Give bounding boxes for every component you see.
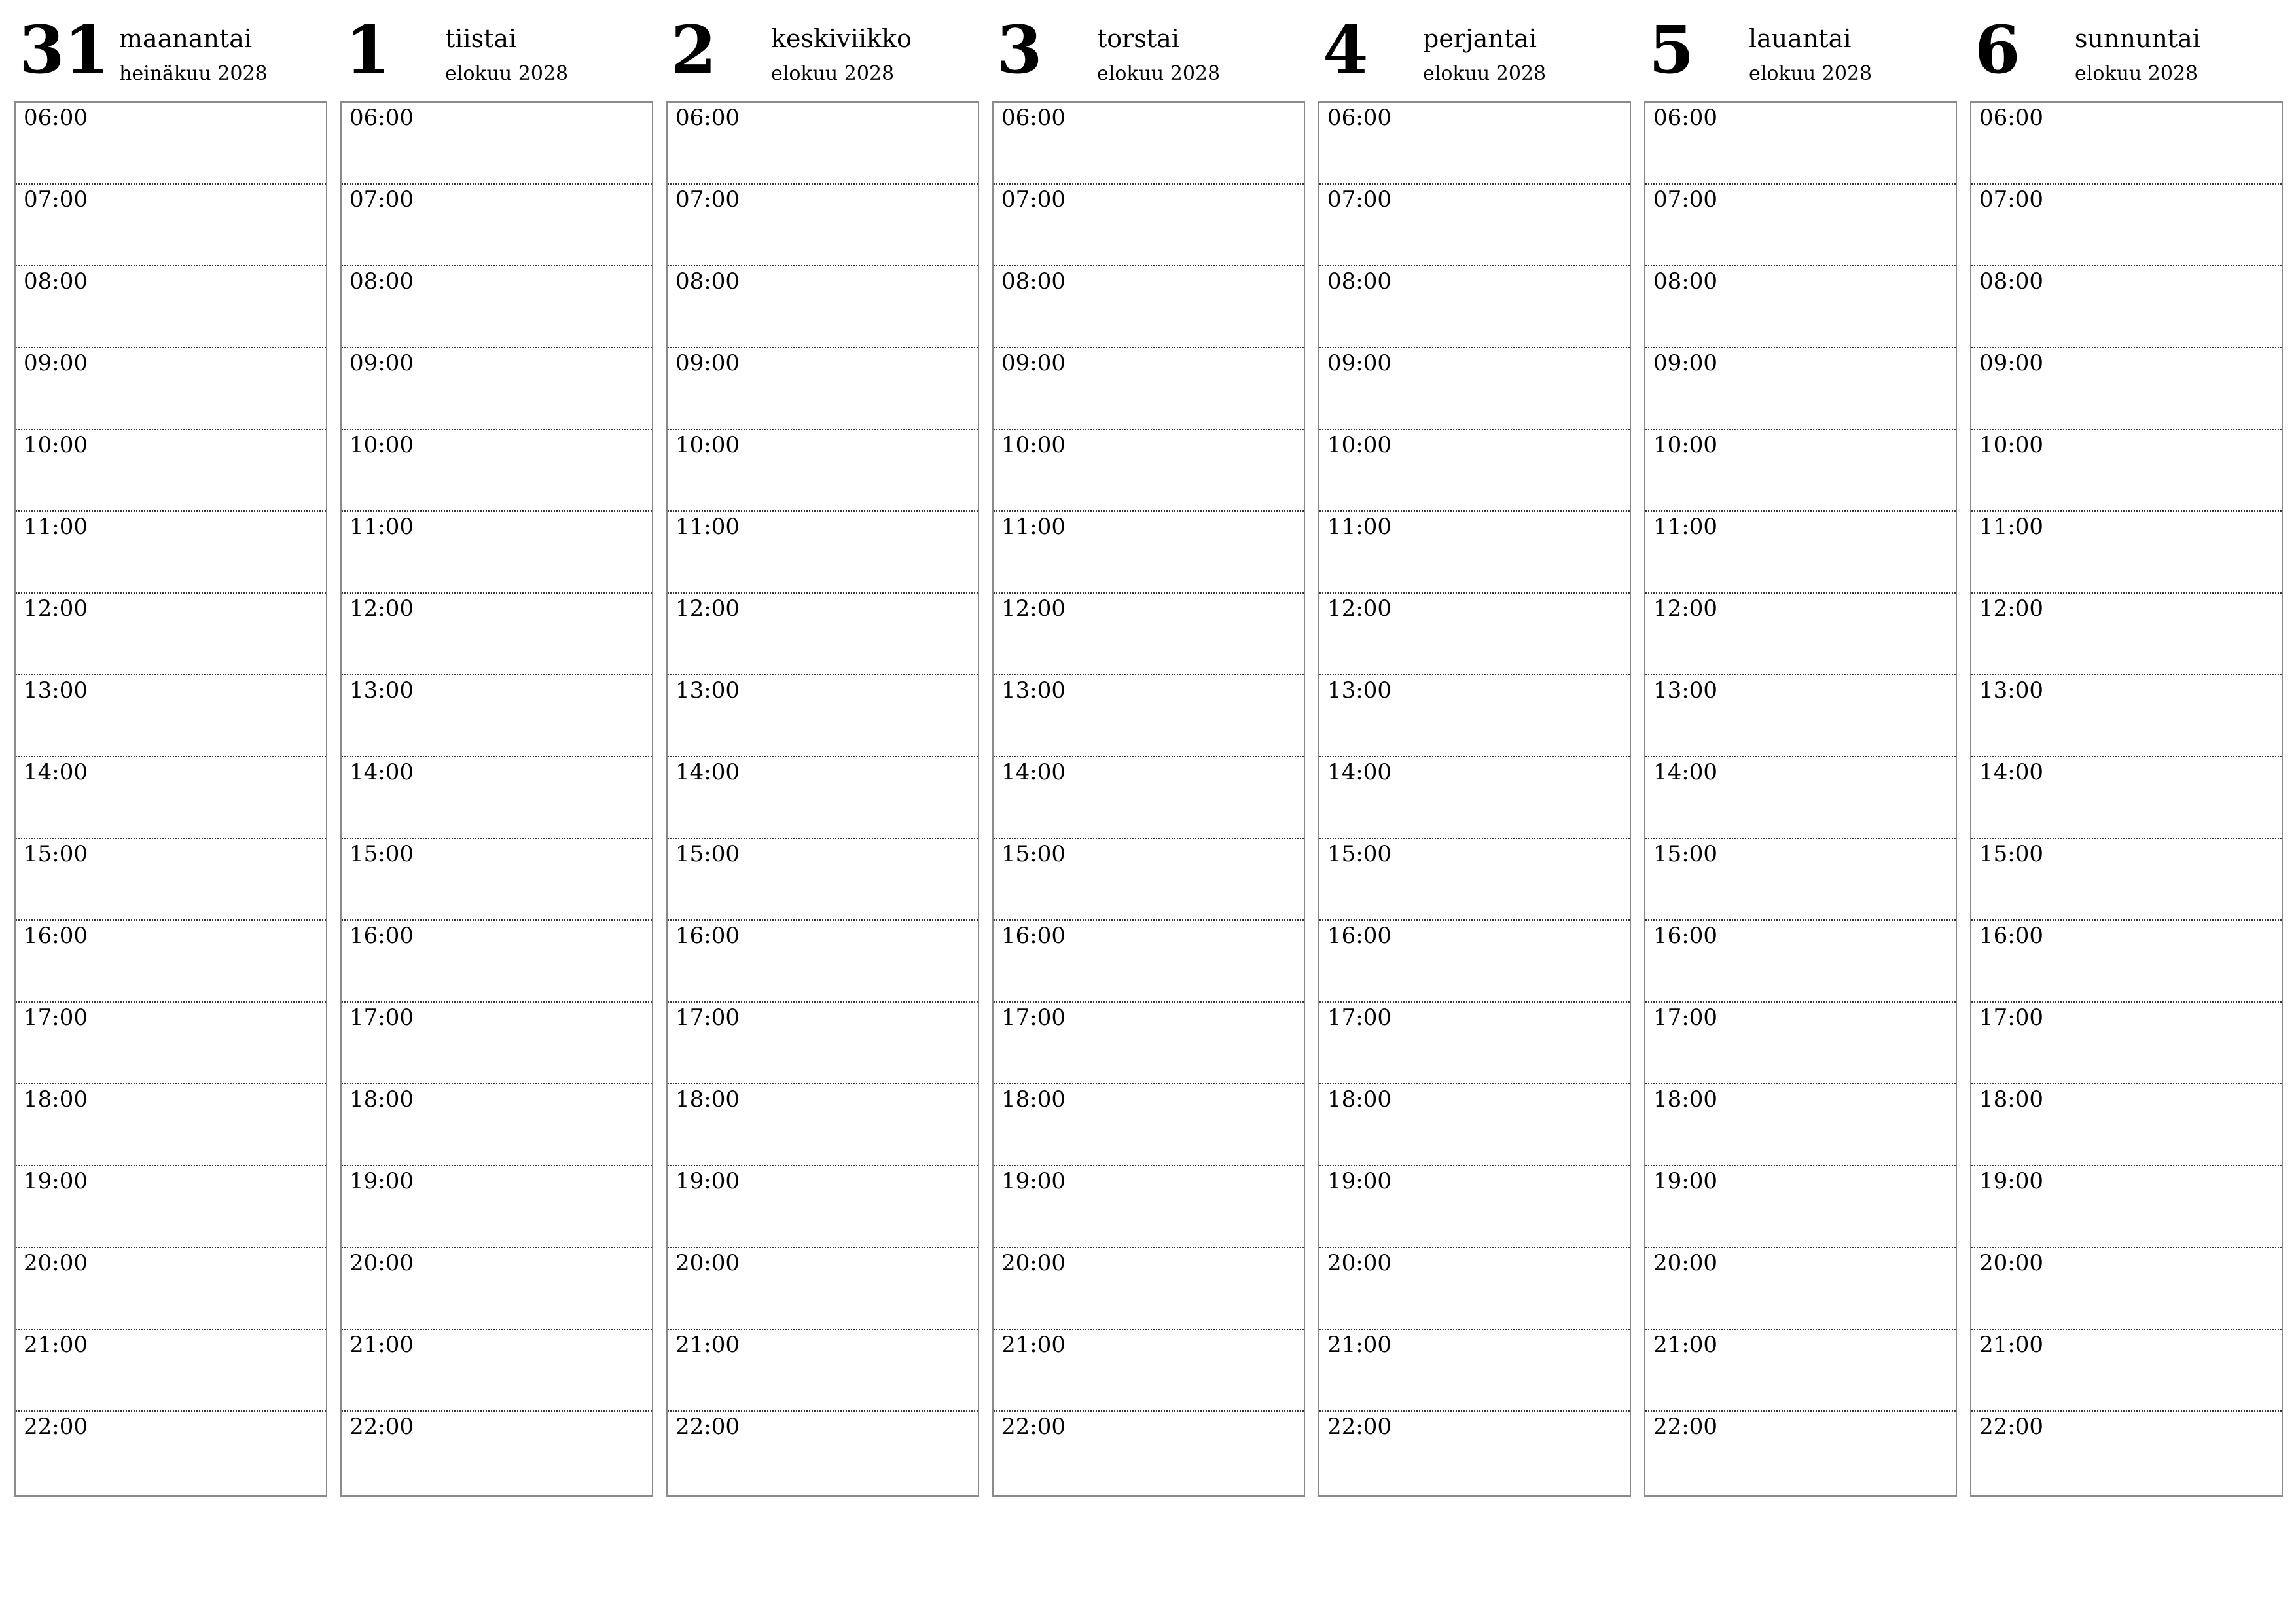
hour-slot[interactable]: [1645, 1003, 1956, 1084]
day-header: [14, 0, 327, 101]
day-column: [1318, 0, 1631, 1440]
hour-label: 20:00: [1001, 1250, 1066, 1276]
hour-slot[interactable]: [1319, 921, 1630, 1003]
day-number: 2: [671, 11, 716, 88]
hour-slot[interactable]: [668, 1003, 978, 1084]
hour-slot[interactable]: [1319, 266, 1630, 348]
hour-slot[interactable]: [1971, 675, 2282, 757]
weekday-name: sunnuntai: [2075, 24, 2200, 53]
hour-slot[interactable]: [668, 185, 978, 266]
hour-slot[interactable]: [1319, 185, 1630, 266]
hour-label: 11:00: [24, 514, 88, 540]
hour-slot[interactable]: [668, 921, 978, 1003]
hour-label: 10:00: [1327, 432, 1391, 458]
hour-label: 16:00: [1327, 923, 1391, 949]
day-header: [992, 0, 1305, 101]
day-number: 3: [997, 11, 1042, 88]
hour-label: 19:00: [24, 1168, 88, 1194]
hour-label: 14:00: [1979, 759, 2043, 785]
month-year-label: elokuu 2028: [1423, 62, 1547, 85]
hour-label: 13:00: [1979, 677, 2043, 704]
hour-slot[interactable]: [668, 839, 978, 921]
hour-label: 11:00: [1327, 514, 1391, 540]
hour-slot[interactable]: [342, 103, 652, 185]
day-column: [1970, 0, 2283, 1440]
day-number: 1: [345, 11, 390, 88]
hour-label: 12:00: [675, 596, 740, 622]
weekday-name: maanantai: [119, 24, 253, 53]
hour-slot[interactable]: [994, 675, 1304, 757]
hour-label: 16:00: [350, 923, 414, 949]
hour-label: 20:00: [1653, 1250, 1717, 1276]
hour-slot[interactable]: [16, 103, 326, 185]
hour-label: 15:00: [675, 841, 740, 867]
hour-label: 08:00: [350, 268, 414, 294]
hour-label: 15:00: [1327, 841, 1391, 867]
day-number: 4: [1323, 11, 1368, 88]
hour-slot[interactable]: [1319, 839, 1630, 921]
hour-slot[interactable]: [1645, 185, 1956, 266]
hour-slot[interactable]: [994, 594, 1304, 675]
hour-slot[interactable]: [1971, 1003, 2282, 1084]
hour-slot[interactable]: [994, 1248, 1304, 1330]
hour-label: 15:00: [1653, 841, 1717, 867]
hour-slot[interactable]: [1971, 1166, 2282, 1248]
hour-label: 11:00: [1979, 514, 2043, 540]
hour-label: 07:00: [1653, 187, 1717, 213]
hour-label: 21:00: [1979, 1332, 2043, 1358]
hour-label: 11:00: [675, 514, 740, 540]
hour-label: 10:00: [1979, 432, 2043, 458]
day-column: [340, 0, 653, 1440]
hour-label: 19:00: [1327, 1168, 1391, 1194]
hour-label: 15:00: [1001, 841, 1066, 867]
hour-slot[interactable]: [994, 1003, 1304, 1084]
hour-label: 13:00: [24, 677, 88, 704]
hour-slot[interactable]: [994, 430, 1304, 512]
day-schedule-box: [992, 101, 1305, 1497]
hour-slot[interactable]: [342, 839, 652, 921]
hour-label: 21:00: [24, 1332, 88, 1358]
hour-slot[interactable]: [1971, 1412, 2282, 1493]
hour-label: 06:00: [24, 105, 88, 131]
hour-slot[interactable]: [16, 348, 326, 430]
hour-label: 14:00: [350, 759, 414, 785]
hour-label: 18:00: [675, 1086, 740, 1113]
hour-slot[interactable]: [1319, 594, 1630, 675]
month-year-label: elokuu 2028: [771, 62, 895, 85]
hour-label: 08:00: [1979, 268, 2043, 294]
hour-slot[interactable]: [668, 348, 978, 430]
hour-slot[interactable]: [342, 266, 652, 348]
hour-slot[interactable]: [1319, 675, 1630, 757]
day-schedule-box: [666, 101, 979, 1497]
hour-label: 22:00: [1001, 1414, 1066, 1440]
hour-label: 06:00: [1327, 105, 1391, 131]
hour-slot[interactable]: [16, 1412, 326, 1493]
weekday-name: keskiviikko: [771, 24, 912, 53]
hour-label: 16:00: [1001, 923, 1066, 949]
hour-slot[interactable]: [1645, 594, 1956, 675]
hour-label: 09:00: [1327, 350, 1391, 376]
hour-label: 17:00: [24, 1005, 88, 1031]
hour-slot[interactable]: [1645, 1330, 1956, 1412]
hour-label: 08:00: [1001, 268, 1066, 294]
day-column: [1644, 0, 1957, 1440]
hour-label: 21:00: [1653, 1332, 1717, 1358]
day-header: [1318, 0, 1631, 101]
day-header: [1970, 0, 2283, 101]
weekday-name: lauantai: [1749, 24, 1852, 53]
day-column: [14, 0, 327, 1440]
day-schedule-box: [1318, 101, 1631, 1497]
hour-label: 22:00: [350, 1414, 414, 1440]
hour-slot[interactable]: [1645, 430, 1956, 512]
hour-slot[interactable]: [668, 1166, 978, 1248]
hour-slot[interactable]: [1645, 675, 1956, 757]
hour-slot[interactable]: [668, 757, 978, 839]
month-year-label: elokuu 2028: [445, 62, 569, 85]
hour-label: 09:00: [350, 350, 414, 376]
hour-slot[interactable]: [342, 1330, 652, 1412]
hour-slot[interactable]: [16, 757, 326, 839]
hour-slot[interactable]: [16, 512, 326, 594]
hour-slot[interactable]: [16, 594, 326, 675]
hour-label: 06:00: [1001, 105, 1066, 131]
day-column: [666, 0, 979, 1440]
hour-slot[interactable]: [668, 1084, 978, 1166]
hour-slot[interactable]: [342, 757, 652, 839]
hour-slot[interactable]: [1319, 1084, 1630, 1166]
hour-slot[interactable]: [1645, 1084, 1956, 1166]
hour-slot[interactable]: [668, 266, 978, 348]
hour-label: 14:00: [1653, 759, 1717, 785]
hour-slot[interactable]: [1319, 348, 1630, 430]
hour-slot[interactable]: [342, 1084, 652, 1166]
hour-slot[interactable]: [994, 921, 1304, 1003]
hour-slot[interactable]: [994, 757, 1304, 839]
hour-slot[interactable]: [16, 921, 326, 1003]
hour-slot[interactable]: [1971, 512, 2282, 594]
hour-slot[interactable]: [994, 839, 1304, 921]
hour-label: 16:00: [675, 923, 740, 949]
month-year-label: elokuu 2028: [1749, 62, 1873, 85]
hour-slot[interactable]: [1645, 1412, 1956, 1493]
hour-label: 09:00: [24, 350, 88, 376]
hour-slot[interactable]: [1319, 430, 1630, 512]
hour-label: 17:00: [1653, 1005, 1717, 1031]
hour-label: 10:00: [24, 432, 88, 458]
month-year-label: heinäkuu 2028: [119, 62, 268, 85]
hour-slot[interactable]: [342, 1412, 652, 1493]
hour-slot[interactable]: [342, 1003, 652, 1084]
hour-label: 21:00: [675, 1332, 740, 1358]
hour-label: 18:00: [1327, 1086, 1391, 1113]
day-schedule-box: [1970, 101, 2283, 1497]
hour-slot[interactable]: [342, 1248, 652, 1330]
hour-label: 12:00: [1001, 596, 1066, 622]
hour-label: 18:00: [1001, 1086, 1066, 1113]
hour-label: 09:00: [1979, 350, 2043, 376]
hour-label: 08:00: [675, 268, 740, 294]
hour-slot[interactable]: [1971, 430, 2282, 512]
hour-slot[interactable]: [1645, 1248, 1956, 1330]
hour-slot[interactable]: [668, 1330, 978, 1412]
hour-slot[interactable]: [1645, 103, 1956, 185]
hour-label: 16:00: [1979, 923, 2043, 949]
hour-slot[interactable]: [1971, 757, 2282, 839]
hour-slot[interactable]: [16, 430, 326, 512]
hour-label: 10:00: [675, 432, 740, 458]
hour-label: 19:00: [1653, 1168, 1717, 1194]
hour-slot[interactable]: [16, 1166, 326, 1248]
hour-label: 18:00: [24, 1086, 88, 1113]
hour-slot[interactable]: [1971, 594, 2282, 675]
day-number: 6: [1975, 11, 2020, 88]
hour-slot[interactable]: [1319, 1412, 1630, 1493]
hour-slot[interactable]: [16, 266, 326, 348]
hour-label: 22:00: [24, 1414, 88, 1440]
hour-label: 10:00: [350, 432, 414, 458]
hour-label: 06:00: [1979, 105, 2043, 131]
hour-slot[interactable]: [342, 185, 652, 266]
hour-slot[interactable]: [16, 1084, 326, 1166]
hour-label: 14:00: [1327, 759, 1391, 785]
weekday-name: tiistai: [445, 24, 517, 53]
hour-slot[interactable]: [994, 103, 1304, 185]
hour-label: 13:00: [1653, 677, 1717, 704]
day-header: [1644, 0, 1957, 101]
hour-label: 14:00: [675, 759, 740, 785]
hour-slot[interactable]: [1971, 1330, 2282, 1412]
hour-label: 11:00: [350, 514, 414, 540]
hour-slot[interactable]: [994, 512, 1304, 594]
hour-slot[interactable]: [668, 103, 978, 185]
hour-slot[interactable]: [342, 921, 652, 1003]
hour-slot[interactable]: [1645, 1166, 1956, 1248]
hour-label: 17:00: [1001, 1005, 1066, 1031]
hour-slot[interactable]: [1645, 266, 1956, 348]
hour-label: 15:00: [24, 841, 88, 867]
hour-label: 20:00: [350, 1250, 414, 1276]
hour-slot[interactable]: [994, 185, 1304, 266]
weekday-name: torstai: [1097, 24, 1179, 53]
hour-label: 07:00: [24, 187, 88, 213]
hour-label: 06:00: [1653, 105, 1717, 131]
hour-slot[interactable]: [994, 266, 1304, 348]
hour-label: 17:00: [350, 1005, 414, 1031]
hour-slot[interactable]: [1319, 1330, 1630, 1412]
hour-label: 13:00: [1001, 677, 1066, 704]
hour-label: 07:00: [1327, 187, 1391, 213]
hour-slot[interactable]: [342, 1166, 652, 1248]
day-number: 31: [19, 11, 109, 88]
hour-label: 19:00: [1001, 1168, 1066, 1194]
hour-slot[interactable]: [1971, 266, 2282, 348]
hour-slot[interactable]: [16, 1330, 326, 1412]
hour-label: 19:00: [675, 1168, 740, 1194]
hour-label: 20:00: [1327, 1250, 1391, 1276]
hour-slot[interactable]: [1971, 839, 2282, 921]
day-header: [666, 0, 979, 101]
hour-label: 20:00: [24, 1250, 88, 1276]
hour-label: 22:00: [1327, 1414, 1391, 1440]
hour-label: 22:00: [1979, 1414, 2043, 1440]
hour-label: 17:00: [1327, 1005, 1391, 1031]
hour-label: 07:00: [1979, 187, 2043, 213]
hour-label: 16:00: [24, 923, 88, 949]
hour-label: 10:00: [1653, 432, 1717, 458]
hour-label: 12:00: [24, 596, 88, 622]
hour-slot[interactable]: [1971, 348, 2282, 430]
hour-label: 06:00: [675, 105, 740, 131]
hour-label: 07:00: [675, 187, 740, 213]
hour-label: 21:00: [1001, 1332, 1066, 1358]
hour-slot[interactable]: [1971, 921, 2282, 1003]
hour-label: 22:00: [675, 1414, 740, 1440]
hour-slot[interactable]: [1319, 1248, 1630, 1330]
hour-label: 21:00: [350, 1332, 414, 1358]
hour-label: 18:00: [1653, 1086, 1717, 1113]
hour-label: 15:00: [1979, 841, 2043, 867]
hour-slot[interactable]: [16, 1248, 326, 1330]
hour-slot[interactable]: [1319, 1166, 1630, 1248]
hour-label: 11:00: [1653, 514, 1717, 540]
hour-slot[interactable]: [668, 1412, 978, 1493]
hour-label: 21:00: [1327, 1332, 1391, 1358]
hour-label: 12:00: [1653, 596, 1717, 622]
hour-slot[interactable]: [342, 512, 652, 594]
hour-slot[interactable]: [1645, 921, 1956, 1003]
hour-slot[interactable]: [16, 185, 326, 266]
hour-slot[interactable]: [342, 594, 652, 675]
hour-label: 20:00: [675, 1250, 740, 1276]
hour-slot[interactable]: [342, 675, 652, 757]
hour-label: 11:00: [1001, 514, 1066, 540]
weekday-name: perjantai: [1423, 24, 1537, 53]
day-schedule-box: [1644, 101, 1957, 1497]
hour-slot[interactable]: [668, 1248, 978, 1330]
hour-slot[interactable]: [1319, 103, 1630, 185]
hour-slot[interactable]: [668, 430, 978, 512]
hour-label: 09:00: [1001, 350, 1066, 376]
hour-label: 09:00: [675, 350, 740, 376]
hour-label: 18:00: [350, 1086, 414, 1113]
hour-label: 17:00: [675, 1005, 740, 1031]
hour-label: 14:00: [1001, 759, 1066, 785]
hour-slot[interactable]: [1971, 103, 2282, 185]
hour-label: 17:00: [1979, 1005, 2043, 1031]
hour-slot[interactable]: [668, 675, 978, 757]
hour-label: 08:00: [1327, 268, 1391, 294]
hour-label: 18:00: [1979, 1086, 2043, 1113]
hour-label: 22:00: [1653, 1414, 1717, 1440]
hour-label: 15:00: [350, 841, 414, 867]
hour-label: 16:00: [1653, 923, 1717, 949]
hour-label: 07:00: [1001, 187, 1066, 213]
hour-slot[interactable]: [994, 348, 1304, 430]
hour-label: 07:00: [350, 187, 414, 213]
hour-slot[interactable]: [342, 348, 652, 430]
hour-slot[interactable]: [1319, 512, 1630, 594]
hour-label: 12:00: [1979, 596, 2043, 622]
hour-slot[interactable]: [342, 430, 652, 512]
hour-slot[interactable]: [16, 675, 326, 757]
hour-slot[interactable]: [668, 594, 978, 675]
hour-label: 12:00: [350, 596, 414, 622]
hour-label: 10:00: [1001, 432, 1066, 458]
hour-slot[interactable]: [994, 1412, 1304, 1493]
hour-label: 19:00: [1979, 1168, 2043, 1194]
hour-label: 13:00: [1327, 677, 1391, 704]
hour-label: 09:00: [1653, 350, 1717, 376]
day-header: [340, 0, 653, 101]
hour-slot[interactable]: [16, 839, 326, 921]
hour-slot[interactable]: [1319, 757, 1630, 839]
day-column: [992, 0, 1305, 1440]
hour-slot[interactable]: [994, 1166, 1304, 1248]
hour-label: 20:00: [1979, 1250, 2043, 1276]
hour-slot[interactable]: [1971, 1084, 2282, 1166]
hour-label: 12:00: [1327, 596, 1391, 622]
hour-slot[interactable]: [668, 512, 978, 594]
day-number: 5: [1649, 11, 1694, 88]
hour-label: 19:00: [350, 1168, 414, 1194]
hour-label: 08:00: [24, 268, 88, 294]
hour-label: 14:00: [24, 759, 88, 785]
hour-slot[interactable]: [1645, 839, 1956, 921]
hour-slot[interactable]: [994, 1084, 1304, 1166]
hour-slot[interactable]: [1645, 512, 1956, 594]
hour-label: 06:00: [350, 105, 414, 131]
hour-slot[interactable]: [1971, 1248, 2282, 1330]
hour-slot[interactable]: [1645, 757, 1956, 839]
hour-label: 13:00: [675, 677, 740, 704]
day-schedule-box: [14, 101, 327, 1497]
month-year-label: elokuu 2028: [2075, 62, 2198, 85]
hour-slot[interactable]: [1971, 185, 2282, 266]
month-year-label: elokuu 2028: [1097, 62, 1221, 85]
hour-slot[interactable]: [994, 1330, 1304, 1412]
hour-slot[interactable]: [16, 1003, 326, 1084]
hour-slot[interactable]: [1319, 1003, 1630, 1084]
hour-label: 08:00: [1653, 268, 1717, 294]
hour-label: 13:00: [350, 677, 414, 704]
hour-slot[interactable]: [1645, 348, 1956, 430]
day-schedule-box: [340, 101, 653, 1497]
